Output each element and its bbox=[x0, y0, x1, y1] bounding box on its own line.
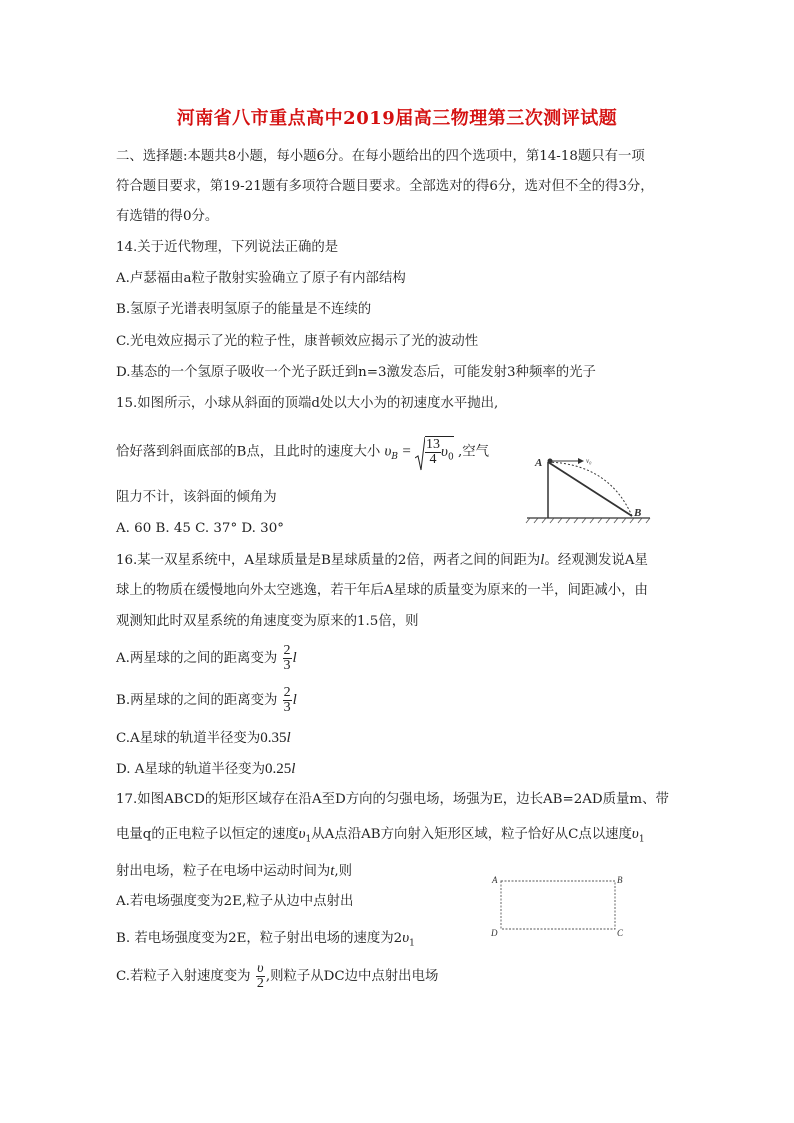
q14-option-b: B.氢原子光谱表明氢原子的能量是不连续的 bbox=[116, 302, 372, 317]
q16-option-a-text: A.两星球的之间的距离变为 bbox=[116, 651, 278, 666]
q17-v1-sub: 1 bbox=[305, 834, 312, 845]
q17-option-c bbox=[116, 962, 438, 991]
q17-option-b-text: B. 若电场强度变为2E，粒子射出电场的速度为2 bbox=[116, 931, 403, 946]
q17-v1b-sub: 1 bbox=[638, 834, 645, 845]
q15-v0: υ bbox=[441, 444, 448, 460]
page-title: 河南省八市重点高中2019届高三物理第三次测评试题 bbox=[176, 108, 618, 129]
q15-formula-lhs: υ bbox=[384, 443, 392, 460]
q15-sqrt-den: 4 bbox=[429, 452, 437, 467]
q15-sqrt-num: 13 bbox=[426, 437, 441, 452]
q17-line-2 bbox=[116, 824, 645, 850]
rect-label-b: B bbox=[617, 875, 623, 885]
rect-label-d: D bbox=[491, 928, 498, 938]
q15-options: A. 60 B. 45 C. 37° D. 30° bbox=[116, 521, 284, 536]
intro-line-2: 符合题目要求，第19-21题有多项符合题目要求。全部选对的得6分，选对但不全的得3分， bbox=[116, 179, 654, 194]
q16-a-var: l bbox=[292, 650, 297, 666]
q15-formula-sub: B bbox=[391, 452, 399, 463]
q16-option-d bbox=[116, 759, 295, 780]
q17-line-3b: ,则 bbox=[334, 864, 353, 879]
q16-option-d-text: D. A星球的轨道半径变为 bbox=[116, 762, 265, 777]
q17-line-2b: 从A点沿AB方向射入矩形区域，粒子恰好从C点以速度 bbox=[311, 827, 632, 842]
q17-line-1: 17.如图ABCD的矩形区域存在沿A至D方向的匀强电场，场强为E，边长AB=2AD质量m、带 bbox=[116, 792, 669, 807]
q15-sqrt bbox=[415, 436, 454, 468]
q16-b-den: 3 bbox=[283, 700, 291, 715]
q15-line-3: 阻力不计，该斜面的倾角为 bbox=[116, 490, 277, 505]
q16-line-1-text: 16.某一双星系统中，A星球质量是B星球质量的2倍，两者之间的间距为 bbox=[116, 553, 541, 568]
q16-a-den: 3 bbox=[283, 658, 291, 673]
q17-c-num: υ bbox=[257, 961, 264, 976]
q16-option-c bbox=[116, 728, 291, 749]
q17-option-c-after: ,则粒子从DC边中点射出电场 bbox=[265, 969, 439, 984]
q17-option-b bbox=[116, 928, 415, 954]
q16-c-val: 0.35 bbox=[260, 730, 287, 746]
q16-line-1-after: 。经观测发说A星 bbox=[544, 553, 648, 568]
q14-option-a: A.卢瑟福由a粒子散射实验确立了原子有内部结构 bbox=[116, 271, 406, 286]
q16-var-l: l bbox=[540, 552, 545, 568]
q17-v1: υ bbox=[298, 826, 306, 842]
q17-t: t bbox=[330, 863, 335, 879]
q14-option-c: C.光电效应揭示了光的粒子性，康普顿效应揭示了光的波动性 bbox=[116, 334, 479, 349]
q17-option-c-text: C.若粒子入射速度变为 bbox=[116, 969, 251, 984]
incline-label-v0: v₀ bbox=[586, 457, 592, 465]
q17-option-a: A.若电场强度变为2E,粒子从边中点射出 bbox=[116, 894, 354, 909]
q17-line-2a: 电量q的正电粒子以恒定的速度 bbox=[116, 827, 299, 842]
q16-d-val: 0.25 bbox=[264, 761, 292, 777]
rectangle-field-figure bbox=[488, 872, 628, 940]
q15-line-2-text: 恰好落到斜面底部的B点，且此时的速度大小 bbox=[116, 444, 381, 460]
q16-a-num: 2 bbox=[283, 643, 291, 658]
incline-figure bbox=[524, 450, 654, 524]
q15-line-1: 15.如图所示，小球从斜面的顶端d处以大小为的初速度水平抛出, bbox=[116, 396, 499, 411]
q15-formula-eq: = bbox=[402, 443, 411, 460]
q17-line-3 bbox=[116, 861, 352, 882]
q17-v1b: υ bbox=[631, 826, 639, 842]
q17-b-v: υ bbox=[402, 930, 410, 946]
intro-line-1: 二、选择题:本题共8小题，每小题6分。在每小题给出的四个选项中，第14-18题只有一项 bbox=[116, 149, 645, 164]
q16-option-a bbox=[116, 644, 297, 673]
q16-c-var: l bbox=[286, 730, 291, 746]
q15-line-2 bbox=[116, 436, 489, 468]
q16-option-b bbox=[116, 686, 297, 715]
q16-d-var: l bbox=[291, 761, 296, 777]
q16-line-3: 观测知此时双星系统的角速度变为原来的1.5倍，则 bbox=[116, 614, 419, 629]
rect-label-a: A bbox=[492, 875, 498, 885]
incline-label-b: B bbox=[634, 507, 642, 519]
q15-v0-sub: 0 bbox=[447, 452, 454, 463]
intro-line-3: 有选错的得0分。 bbox=[116, 209, 219, 224]
rect-label-c: C bbox=[617, 928, 624, 938]
q17-line-3a: 射出电场，粒子在电场中运动时间为 bbox=[116, 864, 331, 879]
q15-line-2-after: ,空气 bbox=[457, 444, 489, 460]
q14-option-d: D.基态的一个氢原子吸收一个光子跃迁到n=3激发态后，可能发射3种频率的光子 bbox=[116, 365, 596, 380]
q16-line-1 bbox=[116, 550, 648, 571]
q16-line-2: 球上的物质在缓慢地向外太空逃逸，若干年后A星球的质量变为原来的一半，间距减小，由 bbox=[116, 583, 648, 598]
q16-b-var: l bbox=[292, 692, 297, 708]
q14-stem: 14.关于近代物理，下列说法正确的是 bbox=[116, 240, 339, 255]
q16-option-b-text: B.两星球的之间的距离变为 bbox=[116, 693, 278, 708]
incline-label-a: A bbox=[535, 457, 543, 469]
q16-b-num: 2 bbox=[283, 685, 291, 700]
q17-b-sub: 1 bbox=[409, 938, 415, 949]
q16-option-c-text: C.A星球的轨道半径变为 bbox=[116, 731, 261, 746]
q17-c-den: 2 bbox=[256, 976, 264, 991]
radical-sign-icon bbox=[415, 436, 425, 472]
